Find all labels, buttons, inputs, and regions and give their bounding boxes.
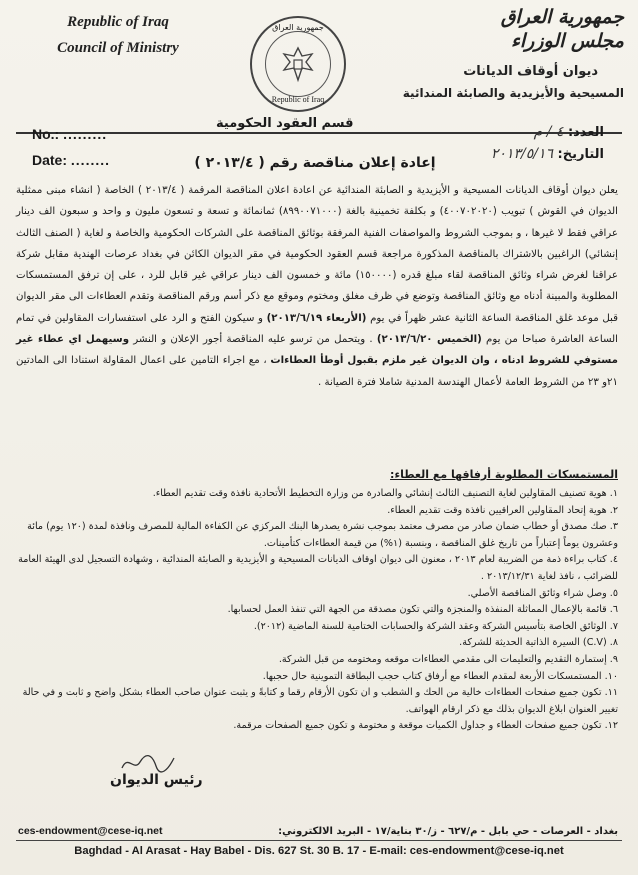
opening-date: (الخميس ٢٠١٣/٦/٢٠) xyxy=(376,334,482,346)
republic-seal xyxy=(250,16,346,112)
closing-date: (الأربعاء ٢٠١٣/٦/١٩) xyxy=(266,312,367,324)
letterhead-en-council: Council of Ministry xyxy=(57,40,179,56)
list-item: ٧. الوثائق الخاصة بتأسيس الشركة وعقد الشركة والحسابات الختامية للسنة الماضية (٢٠١٢). xyxy=(253,620,618,632)
list-item: ٣. صك مصدق أو خطاب ضمان صادر من مصرف معتمد بموجب نشرة يصدرها البنك المركزي عن الكفاءة المالية للمصرف ونافذة لمدة (١٢٠ يوم) مائة وعشرون يوماً إعتباراً من تاريخ غلق المناقصة ، وبنسبة (١%) من قيمة العطاءات كتأمينات. xyxy=(27,521,618,549)
list-item: ٤. كتاب براءة ذمة من الضريبة لعام ٢٠١٣ ، معنون الى ديوان اوقاف الديانات المسيحية و الأيزيدية و الصابئة المندائية ، وشهادة التسجيل لدى الهيئة العامة للضرائب ، نافذ لغاية ٢٠١٣/١٢/٣١ . xyxy=(18,554,618,582)
department-name: قسم العقود الحكومية xyxy=(216,116,354,131)
letterhead-en-country: Republic of Iraq xyxy=(67,14,169,30)
list-item: ٦. قائمة بالإعمال المماثلة المنفذة والمنجزة والتي تكون مصدقة من الجهة التي تنفذ العمل لحسابها. xyxy=(227,604,618,616)
ref-date-ar: التاريخ: ٢٠١٣/٥/١٦ xyxy=(490,146,604,162)
rejection-clause: وسيهمل اي عطاء غير مستوفي للشروط ادناه ، وان الديوان غير ملزم بقبول أوطأ العطاءات xyxy=(16,334,618,367)
ref-no-value: ٤ / م xyxy=(533,124,564,140)
list-item: ١٠. المستمسكات الأربعة لمقدم العطاء مع أرفاق كتاب حجب البطاقة التموينية حال حجبها. xyxy=(262,670,618,682)
list-item: ١٢. تكون جميع صفحات العطاء و جداول الكميات موقعة و مختومة و تكون جميع الصفحات مرقمة. xyxy=(233,720,618,732)
letterhead-ar-office: ديوان أوقاف الديانات xyxy=(463,64,598,79)
footer-address-ar: بغداد - العرصات - حي بابل - م/٦٢٧ - ز/٣٠ بناية/١٧ - البريد الالكتروني: xyxy=(278,826,618,837)
seal-top-text: جمهورية العراق xyxy=(272,23,324,32)
footer-email: ces-endowment@cese-iq.net xyxy=(18,825,163,837)
ref-date-en: Date: ........ xyxy=(32,152,111,168)
eagle-emblem-icon xyxy=(265,31,331,97)
list-item: ١١. تكون جميع صفحات العطاءات خالية من الحك و الشطب و ان تكون الأرقام رقما و كتابةً و يثبت عنوان صاحب العطاء بشكل واضح و ثابت و في حالة تغيير العنوان ابلاغ الديوان بذلك مع ذكر ارقام الهواتف. xyxy=(22,687,618,715)
document-title: إعادة إعلان مناقصة رقم ( ٢٠١٣/٤ ) xyxy=(194,155,436,171)
list-item: ٨. (C.V) السيرة الذاتية الحديثة للشركة. xyxy=(459,637,618,649)
letterhead-ar-office-sub: المسيحية والأيزيدية والصابئة المندائية xyxy=(402,86,624,100)
list-item: ٢. هوية إتحاد المقاولين العراقيين نافذة وقت تقديم العطاء. xyxy=(387,504,618,516)
signature-scribble-icon xyxy=(118,752,178,774)
ref-no-ar: العدد: ٤ / م xyxy=(533,124,604,140)
footer-address-en: Baghdad - Al Arasat - Hay Babel - Dis. 627 St. 30 B. 17 - E-mail: ces-endowment@cese-iq.net xyxy=(74,845,564,857)
footer-divider xyxy=(16,840,622,841)
list-item: ٩. إستمارة التقديم والتعليمات الى مقدمي العطاءات موقعه ومختومه من قبل الشركة. xyxy=(278,653,618,665)
announcement-body: يعلن ديوان أوقاف الديانات المسيحية و الأيزيدية و الصابئة المندائية عن اعادة اعلان المناقصة المرقمة ( ٢٠١٣/٤ ) الخاصة ( انشاء مبنى ممثلية الديوان في القوش ) تبويب (٤٠٠٧٠٢٠٢٠) و بكلفة تخمينية بالغة (٨٩٩٠٠٧١٠٠٠) ثمانمائة و تسعة و تسعون مليون و واحد و سبعون الف دينار عراقي فقط لا غيرها ، و بموجب الشروط والمواصفات الفنية المرفقة بوثائق المناقصة على الشركات الحكومية والخاصة و لغاية ( الصنف الثالث إنشائي) الراغبين بالاشتراك بالمناقصة المذكورة مراجعة قسم العقود الحكومية في مقر الديوان الكائن في بغداد عرصات الهندية مقابل شركة عراقنا لغرض شراء وثائق المناقصة لقاء مبلغ قدره (١٥٠٠٠٠) مائة و خمسون الف دينار عراقي غير قابل للرد ، على إن ترفق المستمسكات المطلوبة والمبينة أدناه مع وثائق المناقصة وتوضع في ظرف مغلق ومختوم وموقع مع ذكر أسم ورقم المناقصة وتقدم العطاءات الى مقر الديوان قبل موعد غلق المناقصة الساعة الثانية عشر ظهراً في يوم (الأربعاء ٢٠١٣/٦/١٩) و سيكون الفتح و الرد على استفسارات المقاولين في تمام الساعة العاشرة صباحا من يوم (الخميس ٢٠١٣/٦/٢٠) . ويتحمل من ترسو عليه المناقصة أجور الإعلان و النشر وسيهمل اي عطاء غير مستوفي للشروط ادناه ، وان الديوان غير ملزم بقبول أوطأ العطاءات ، مع اجراء التامين على اعمال المقاولة استنادا الى المادتين ٢١و ٢٣ من الشروط العامة لأعمال الهندسة المدنية شاملا فترة الصيانة . xyxy=(16,185,618,388)
letterhead-ar-country: جمهورية العراق xyxy=(500,6,624,28)
seal-bottom-text: Republic of Iraq xyxy=(271,95,325,104)
ref-date-value: ٢٠١٣/٥/١٦ xyxy=(490,146,553,162)
list-item: ١. هوية تصنيف المقاولين لغاية التصنيف الثالث إنشائي والصادرة من وزارة التخطيط الأتحادية نافذة وقت تقديم العطاء. xyxy=(152,488,618,499)
list-item: ٥. وصل شراء وثائق المناقصة الأصلي. xyxy=(467,587,618,599)
requirements-title: المستمسكات المطلوبة أرفاقها مع العطاء: xyxy=(390,468,618,481)
letterhead-ar-council: مجلس الوزراء xyxy=(510,30,624,52)
ref-no-en: No.: ......... xyxy=(32,126,108,142)
signatory-title: رئيس الديوان xyxy=(110,772,203,788)
requirements-list xyxy=(16,486,618,735)
